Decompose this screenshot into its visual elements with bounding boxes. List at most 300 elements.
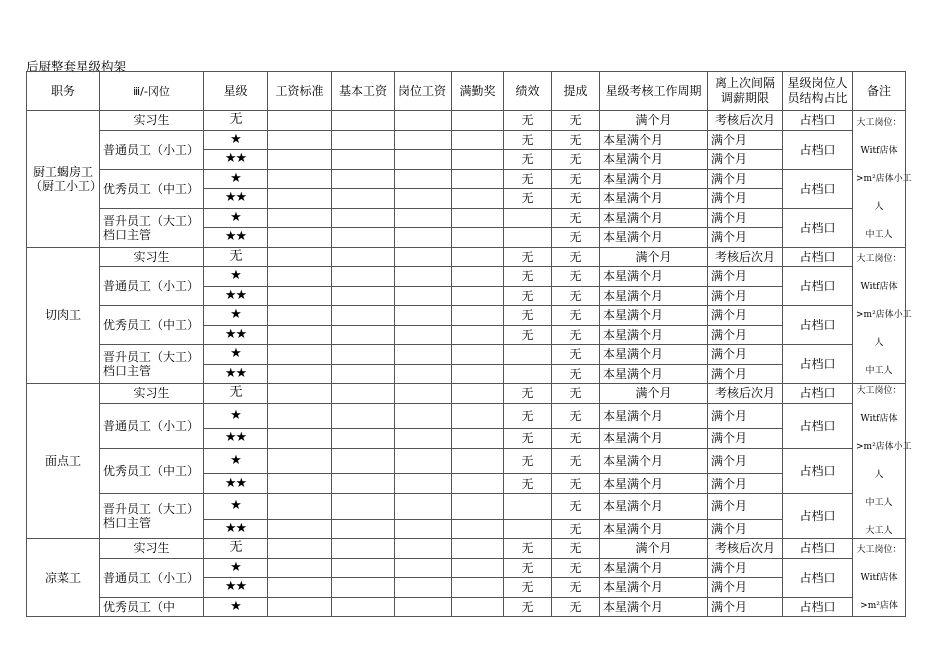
star-level-cell: ★ [204,597,268,617]
raise-interval-cell: 满个月 [708,306,783,326]
performance-cell: 无 [504,286,552,306]
table-row [27,169,906,189]
review-cycle-cell: 满个月 [600,111,708,131]
table-row [27,208,906,228]
category-cell: 面点工 [27,384,100,539]
table-row [27,597,906,617]
salary-standard-cell [268,306,332,326]
remark-line: 中工人 [865,229,893,240]
raise-interval-cell: 满个月 [708,228,783,248]
attendance-bonus-cell [452,403,504,429]
post-salary-cell [395,364,452,384]
star-level-cell: ★ [204,169,268,189]
performance-cell [504,364,552,384]
attendance-bonus-cell [452,267,504,287]
raise-interval-cell: 满个月 [708,403,783,429]
remark-line: 中工人 [865,498,893,508]
salary-standard-cell [268,286,332,306]
review-cycle-cell: 本星满个月 [600,578,708,598]
review-cycle-cell: 满个月 [600,384,708,404]
ratio-cell: 占档口 [783,247,853,267]
star-level-cell: ★ [204,345,268,365]
salary-standard-cell [268,208,332,228]
ratio-cell: 占档口 [783,130,853,169]
ratio-cell: 占档口 [783,306,853,345]
raise-interval-cell: 满个月 [708,519,783,539]
post-salary-cell [395,384,452,404]
review-cycle-cell: 本星满个月 [600,169,708,189]
performance-cell: 无 [504,189,552,209]
review-cycle-cell: 本星满个月 [600,474,708,494]
salary-standard-cell [268,384,332,404]
base-salary-cell [332,448,395,474]
remark-line: 人 [874,201,884,212]
remark-line: >m²店体 [860,600,898,611]
position-cell: 实习生 [100,111,204,131]
star-level-cell: 无 [204,111,268,131]
raise-interval-cell: 考核后次月 [708,539,783,559]
post-salary-cell [395,306,452,326]
base-salary-cell [332,539,395,559]
remark-line: Witf店体 [860,414,898,424]
review-cycle-cell: 本星满个月 [600,228,708,248]
table-row [27,558,906,578]
performance-cell: 无 [504,539,552,559]
ratio-cell: 占档口 [783,539,853,559]
performance-cell: 无 [504,111,552,131]
review-cycle-cell: 本星满个月 [600,429,708,449]
remark-line: 大工岗位： [856,254,902,265]
header-cell: 星级考核工作周期 [600,72,708,111]
commission-cell: 无 [552,189,600,209]
star-level-cell: ★ [204,306,268,326]
base-salary-cell [332,519,395,539]
header-cell: 提成 [552,72,600,111]
remark-line: >m²店体小工 [856,310,912,321]
commission-cell: 无 [552,306,600,326]
commission-cell: 无 [552,597,600,617]
attendance-bonus-cell [452,558,504,578]
commission-cell: 无 [552,578,600,598]
base-salary-cell [332,306,395,326]
post-salary-cell [395,228,452,248]
star-level-cell: ★ [204,493,268,519]
attendance-bonus-cell [452,150,504,170]
post-salary-cell [395,247,452,267]
ratio-cell: 占档口 [783,493,853,538]
star-level-cell: ★ [204,267,268,287]
salary-standard-cell [268,448,332,474]
review-cycle-cell: 本星满个月 [600,208,708,228]
raise-interval-cell: 满个月 [708,345,783,365]
header-cell: 满勤奖 [452,72,504,111]
commission-cell: 无 [552,247,600,267]
position-cell: 优秀员工（中工） [100,448,204,493]
review-cycle-cell: 本星满个月 [600,325,708,345]
header-cell: 职务 [27,72,100,111]
base-salary-cell [332,228,395,248]
performance-cell: 无 [504,306,552,326]
attendance-bonus-cell [452,578,504,598]
table-row [27,403,906,429]
remark-line: 大工岗位： [856,386,902,396]
star-level-cell: 无 [204,384,268,404]
salary-standard-cell [268,150,332,170]
ratio-cell: 占档口 [783,403,853,448]
review-cycle-cell: 本星满个月 [600,364,708,384]
performance-cell: 无 [504,150,552,170]
table-header [27,72,906,111]
commission-cell: 无 [552,474,600,494]
base-salary-cell [332,384,395,404]
commission-cell: 无 [552,286,600,306]
performance-cell: 无 [504,403,552,429]
performance-cell [504,228,552,248]
post-salary-cell [395,325,452,345]
performance-cell: 无 [504,558,552,578]
base-salary-cell [332,267,395,287]
attendance-bonus-cell [452,493,504,519]
ratio-cell: 占档口 [783,208,853,247]
position-cell: 晋升员工（大工）档口主管 [100,345,204,384]
header-cell: 岗位工资 [395,72,452,111]
attendance-bonus-cell [452,111,504,131]
position-cell: 实习生 [100,384,204,404]
commission-cell: 无 [552,364,600,384]
performance-cell [504,345,552,365]
review-cycle-cell: 本星满个月 [600,130,708,150]
star-level-cell: ★★ [204,286,268,306]
attendance-bonus-cell [452,130,504,150]
ratio-cell: 占档口 [783,267,853,306]
attendance-bonus-cell [452,325,504,345]
attendance-bonus-cell [452,286,504,306]
commission-cell: 无 [552,429,600,449]
star-level-cell: ★ [204,208,268,228]
review-cycle-cell: 本星满个月 [600,493,708,519]
position-cell: 晋升员工（大工）档口主管 [100,493,204,538]
attendance-bonus-cell [452,247,504,267]
base-salary-cell [332,208,395,228]
header-cell: ⅲ/-冈位 [100,72,204,111]
table-row [27,306,906,326]
salary-standard-cell [268,267,332,287]
performance-cell [504,519,552,539]
table-row [27,247,906,267]
salary-standard-cell [268,169,332,189]
attendance-bonus-cell [452,345,504,365]
salary-standard-cell [268,578,332,598]
remark-line: Witf店体 [860,145,898,156]
base-salary-cell [332,558,395,578]
raise-interval-cell: 满个月 [708,189,783,209]
star-level-cell: ★ [204,558,268,578]
position-cell: 实习生 [100,539,204,559]
base-salary-cell [332,130,395,150]
attendance-bonus-cell [452,364,504,384]
review-cycle-cell: 本星满个月 [600,150,708,170]
commission-cell: 无 [552,130,600,150]
table-row [27,111,906,131]
review-cycle-cell: 本星满个月 [600,189,708,209]
commission-cell: 无 [552,169,600,189]
post-salary-cell [395,448,452,474]
star-level-cell: ★★ [204,228,268,248]
position-cell: 普通员工（小工） [100,403,204,448]
raise-interval-cell: 满个月 [708,364,783,384]
star-level-cell: ★★ [204,474,268,494]
performance-cell [504,208,552,228]
star-level-cell: ★★ [204,519,268,539]
salary-standard-cell [268,429,332,449]
review-cycle-cell: 本星满个月 [600,597,708,617]
salary-standard-cell [268,189,332,209]
ratio-cell: 占档口 [783,597,853,617]
commission-cell: 无 [552,539,600,559]
commission-cell: 无 [552,345,600,365]
table-row [27,130,906,150]
raise-interval-cell: 满个月 [708,474,783,494]
attendance-bonus-cell [452,228,504,248]
star-level-cell: ★★ [204,429,268,449]
performance-cell: 无 [504,474,552,494]
base-salary-cell [332,493,395,519]
raise-interval-cell: 满个月 [708,448,783,474]
header-cell: 星级岗位人员结构占比 [783,72,853,111]
remark-line: 大工岗位： [856,117,902,128]
remarks-cell [853,111,912,248]
review-cycle-cell: 满个月 [600,539,708,559]
post-salary-cell [395,578,452,598]
post-salary-cell [395,150,452,170]
raise-interval-cell: 考核后次月 [708,111,783,131]
position-cell: 优秀员工（中工） [100,169,204,208]
raise-interval-cell: 满个月 [708,429,783,449]
salary-standard-cell [268,493,332,519]
header-cell: 基本工资 [332,72,395,111]
base-salary-cell [332,286,395,306]
commission-cell: 无 [552,111,600,131]
raise-interval-cell: 满个月 [708,267,783,287]
post-salary-cell [395,403,452,429]
raise-interval-cell: 满个月 [708,493,783,519]
star-level-cell: ★ [204,130,268,150]
commission-cell: 无 [552,150,600,170]
star-level-cell: ★★ [204,578,268,598]
category-cell: 切肉工 [27,247,100,384]
table-row [27,539,906,559]
post-salary-cell [395,429,452,449]
attendance-bonus-cell [452,169,504,189]
review-cycle-cell: 本星满个月 [600,286,708,306]
remarks-cell [853,539,906,617]
post-salary-cell [395,474,452,494]
category-cell: 厨工蝎房工（厨工小工） [27,111,100,248]
post-salary-cell [395,558,452,578]
commission-cell: 无 [552,228,600,248]
star-level-cell: ★★ [204,364,268,384]
attendance-bonus-cell [452,597,504,617]
commission-cell: 无 [552,384,600,404]
attendance-bonus-cell [452,474,504,494]
salary-standard-cell [268,364,332,384]
performance-cell: 无 [504,384,552,404]
post-salary-cell [395,130,452,150]
salary-standard-cell [268,403,332,429]
position-cell: 普通员工（小工） [100,558,204,597]
attendance-bonus-cell [452,429,504,449]
raise-interval-cell: 满个月 [708,325,783,345]
table-row [27,384,906,404]
star-level-cell: ★★ [204,325,268,345]
review-cycle-cell: 本星满个月 [600,345,708,365]
performance-cell: 无 [504,429,552,449]
remark-line: Witf店体 [860,572,898,583]
post-salary-cell [395,208,452,228]
performance-cell: 无 [504,325,552,345]
salary-standard-cell [268,474,332,494]
remark-line: 大工人 [865,526,893,536]
ratio-cell: 占档口 [783,384,853,404]
attendance-bonus-cell [452,519,504,539]
raise-interval-cell: 满个月 [708,150,783,170]
star-level-cell: ★ [204,403,268,429]
performance-cell [504,493,552,519]
performance-cell: 无 [504,448,552,474]
position-cell: 优秀员工（中工） [100,306,204,345]
commission-cell: 无 [552,519,600,539]
commission-cell: 无 [552,558,600,578]
attendance-bonus-cell [452,189,504,209]
performance-cell: 无 [504,267,552,287]
post-salary-cell [395,345,452,365]
base-salary-cell [332,403,395,429]
attendance-bonus-cell [452,539,504,559]
star-level-cell: ★★ [204,150,268,170]
base-salary-cell [332,474,395,494]
raise-interval-cell: 满个月 [708,130,783,150]
post-salary-cell [395,111,452,131]
remark-line: 人 [874,470,884,480]
review-cycle-cell: 本星满个月 [600,558,708,578]
attendance-bonus-cell [452,384,504,404]
category-cell: 凉菜工 [27,539,100,617]
salary-standard-cell [268,539,332,559]
raise-interval-cell: 满个月 [708,169,783,189]
ratio-cell: 占档口 [783,345,853,384]
table-row [27,448,906,474]
raise-interval-cell: 考核后次月 [708,384,783,404]
position-cell: 普通员工（小工） [100,130,204,169]
post-salary-cell [395,539,452,559]
remark-line: 人 [874,338,884,349]
remark-line: >m²店体小工 [856,442,912,452]
base-salary-cell [332,169,395,189]
performance-cell: 无 [504,597,552,617]
star-level-cell: ★ [204,448,268,474]
remark-line: 大工岗位： [856,544,902,555]
remark-line: >m²店体小工 [856,173,912,184]
ratio-cell: 占档口 [783,169,853,208]
commission-cell: 无 [552,267,600,287]
post-salary-cell [395,286,452,306]
document-title: 后厨整套星级构架 [26,59,127,74]
raise-interval-cell: 满个月 [708,558,783,578]
performance-cell: 无 [504,247,552,267]
attendance-bonus-cell [452,208,504,228]
attendance-bonus-cell [452,306,504,326]
raise-interval-cell: 满个月 [708,208,783,228]
commission-cell: 无 [552,403,600,429]
commission-cell: 无 [552,325,600,345]
base-salary-cell [332,189,395,209]
performance-cell: 无 [504,169,552,189]
salary-standard-cell [268,345,332,365]
table-body [27,111,912,617]
commission-cell: 无 [552,493,600,519]
post-salary-cell [395,189,452,209]
base-salary-cell [332,247,395,267]
remark-line: Witf店体 [860,282,898,293]
review-cycle-cell: 本星满个月 [600,519,708,539]
salary-standard-cell [268,130,332,150]
performance-cell: 无 [504,130,552,150]
salary-standard-cell [268,247,332,267]
review-cycle-cell: 本星满个月 [600,403,708,429]
position-cell: 实习生 [100,247,204,267]
post-salary-cell [395,597,452,617]
star-level-cell: ★★ [204,189,268,209]
header-cell: 星级 [204,72,268,111]
raise-interval-cell: 满个月 [708,578,783,598]
header-cell: 备注 [853,72,906,111]
commission-cell: 无 [552,448,600,474]
salary-standard-cell [268,228,332,248]
base-salary-cell [332,429,395,449]
raise-interval-cell: 考核后次月 [708,247,783,267]
remark-line: 中工人 [865,366,893,377]
commission-cell: 无 [552,208,600,228]
remarks-cell [853,384,912,539]
star-structure-table [26,71,912,617]
header-cell: 绩效 [504,72,552,111]
base-salary-cell [332,364,395,384]
post-salary-cell [395,493,452,519]
table-row [27,493,906,519]
header-cell: 离上次间隔调薪期限 [708,72,783,111]
salary-standard-cell [268,558,332,578]
position-cell: 普通员工（小工） [100,267,204,306]
raise-interval-cell: 满个月 [708,286,783,306]
post-salary-cell [395,267,452,287]
base-salary-cell [332,578,395,598]
base-salary-cell [332,597,395,617]
post-salary-cell [395,169,452,189]
ratio-cell: 占档口 [783,558,853,597]
post-salary-cell [395,519,452,539]
salary-standard-cell [268,519,332,539]
salary-standard-cell [268,111,332,131]
attendance-bonus-cell [452,448,504,474]
header-cell: 工资标准 [268,72,332,111]
position-cell: 晋升员工（大工）档口主管 [100,208,204,247]
ratio-cell: 占档口 [783,111,853,131]
remarks-cell [853,247,912,384]
ratio-cell: 占档口 [783,448,853,493]
review-cycle-cell: 本星满个月 [600,267,708,287]
raise-interval-cell: 满个月 [708,597,783,617]
base-salary-cell [332,345,395,365]
